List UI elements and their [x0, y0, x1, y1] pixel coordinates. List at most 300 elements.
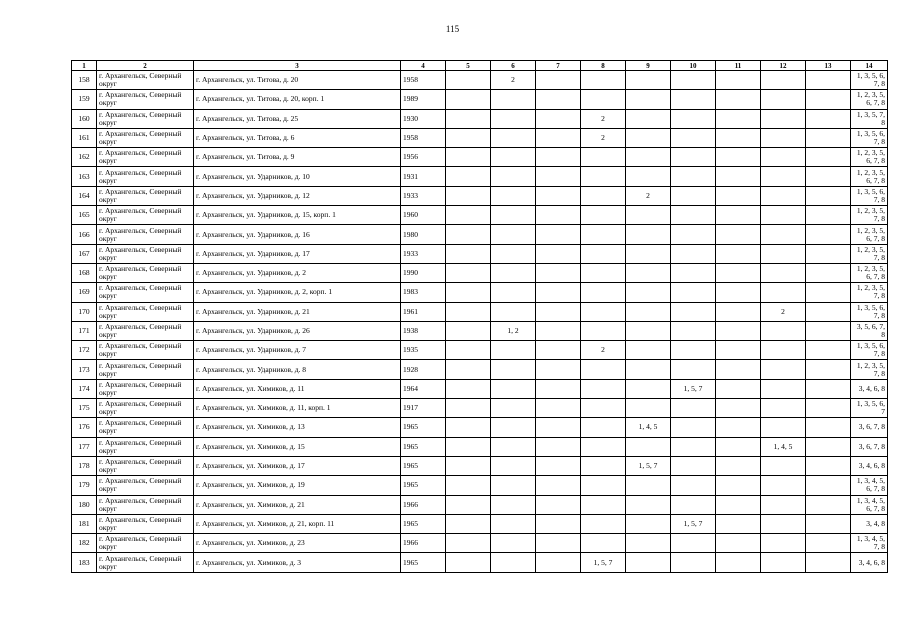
table-row — [72, 456, 888, 475]
cell-col-12 — [761, 71, 806, 90]
header-row — [72, 61, 888, 71]
cell-col-5 — [446, 148, 491, 167]
cell-col-12 — [761, 283, 806, 302]
cell-col-7 — [536, 514, 581, 533]
cell-address: г. Архангельск, ул. Титова, д. 9 — [194, 148, 401, 167]
cell-district: г. Архангельск, Северный округ — [97, 302, 194, 321]
cell-col-11 — [716, 244, 761, 263]
cell-district: г. Архангельск, Северный округ — [97, 148, 194, 167]
cell-row-number: 175 — [72, 399, 97, 418]
cell-address: г. Архангельск, ул. Химиков, д. 15 — [194, 437, 401, 456]
cell-row-number: 166 — [72, 225, 97, 244]
cell-col-11 — [716, 186, 761, 205]
cell-col-14: 1, 3, 4, 5, 6, 7, 8 — [851, 495, 888, 514]
cell-col-6 — [491, 437, 536, 456]
cell-address: г. Архангельск, ул. Химиков, д. 3 — [194, 553, 401, 572]
cell-year: 1933 — [401, 244, 446, 263]
cell-district: г. Архангельск, Северный округ — [97, 128, 194, 147]
cell-row-number: 162 — [72, 148, 97, 167]
cell-row-number: 160 — [72, 109, 97, 128]
cell-col-8 — [581, 225, 626, 244]
cell-address: г. Архангельск, ул. Ударников, д. 26 — [194, 321, 401, 340]
cell-col-14: 1, 3, 5, 6, 7 — [851, 399, 888, 418]
cell-col-10 — [671, 90, 716, 109]
cell-col-13 — [806, 360, 851, 379]
column-header-8: 8 — [581, 61, 626, 71]
cell-col-9 — [626, 360, 671, 379]
cell-col-8 — [581, 514, 626, 533]
cell-col-11 — [716, 534, 761, 553]
cell-col-6 — [491, 225, 536, 244]
cell-col-9 — [626, 244, 671, 263]
cell-col-8 — [581, 148, 626, 167]
cell-district: г. Архангельск, Северный округ — [97, 167, 194, 186]
cell-year: 1990 — [401, 263, 446, 282]
cell-col-6: 1, 2 — [491, 321, 536, 340]
cell-col-10 — [671, 167, 716, 186]
cell-col-13 — [806, 495, 851, 514]
cell-col-11 — [716, 456, 761, 475]
cell-district: г. Архангельск, Северный округ — [97, 495, 194, 514]
cell-year: 1980 — [401, 225, 446, 244]
cell-district: г. Архангельск, Северный округ — [97, 360, 194, 379]
cell-col-13 — [806, 379, 851, 398]
table-row — [72, 379, 888, 398]
cell-col-6 — [491, 456, 536, 475]
cell-col-7 — [536, 263, 581, 282]
cell-row-number: 158 — [72, 71, 97, 90]
cell-col-7 — [536, 379, 581, 398]
cell-address: г. Архангельск, ул. Титова, д. 20 — [194, 71, 401, 90]
column-header-14: 14 — [851, 61, 888, 71]
cell-col-7 — [536, 553, 581, 572]
cell-col-6 — [491, 283, 536, 302]
cell-col-14: 1, 3, 4, 5, 6, 7, 8 — [851, 476, 888, 495]
cell-col-13 — [806, 418, 851, 437]
cell-col-12 — [761, 244, 806, 263]
cell-address: г. Архангельск, ул. Ударников, д. 8 — [194, 360, 401, 379]
cell-year: 1989 — [401, 90, 446, 109]
column-header-9: 9 — [626, 61, 671, 71]
cell-col-13 — [806, 437, 851, 456]
cell-col-11 — [716, 341, 761, 360]
cell-col-9 — [626, 90, 671, 109]
cell-address: г. Архангельск, ул. Ударников, д. 10 — [194, 167, 401, 186]
cell-year: 1956 — [401, 148, 446, 167]
cell-col-5 — [446, 186, 491, 205]
cell-col-11 — [716, 476, 761, 495]
cell-col-11 — [716, 437, 761, 456]
cell-district: г. Архангельск, Северный округ — [97, 244, 194, 263]
cell-col-5 — [446, 341, 491, 360]
cell-col-13 — [806, 341, 851, 360]
cell-col-9 — [626, 148, 671, 167]
cell-col-9: 2 — [626, 186, 671, 205]
table-row — [72, 437, 888, 456]
cell-col-14: 1, 2, 3, 5, 6, 7, 8 — [851, 148, 888, 167]
column-header-4: 4 — [401, 61, 446, 71]
cell-col-12 — [761, 476, 806, 495]
cell-col-10 — [671, 495, 716, 514]
cell-col-13 — [806, 456, 851, 475]
cell-district: г. Архангельск, Северный округ — [97, 109, 194, 128]
cell-col-13 — [806, 167, 851, 186]
cell-year: 1965 — [401, 437, 446, 456]
cell-address: г. Архангельск, ул. Ударников, д. 2 — [194, 263, 401, 282]
cell-col-11 — [716, 148, 761, 167]
cell-row-number: 164 — [72, 186, 97, 205]
cell-col-7 — [536, 90, 581, 109]
cell-col-12 — [761, 534, 806, 553]
cell-col-13 — [806, 90, 851, 109]
cell-col-11 — [716, 495, 761, 514]
table-row — [72, 167, 888, 186]
cell-year: 1933 — [401, 186, 446, 205]
cell-row-number: 168 — [72, 263, 97, 282]
cell-year: 1931 — [401, 167, 446, 186]
cell-col-5 — [446, 553, 491, 572]
cell-address: г. Архангельск, ул. Ударников, д. 21 — [194, 302, 401, 321]
table-row — [72, 553, 888, 572]
cell-col-13 — [806, 128, 851, 147]
cell-col-11 — [716, 302, 761, 321]
cell-col-6 — [491, 263, 536, 282]
cell-col-5 — [446, 514, 491, 533]
cell-col-14: 1, 2, 3, 5, 6, 7, 8 — [851, 263, 888, 282]
cell-row-number: 173 — [72, 360, 97, 379]
table-row — [72, 186, 888, 205]
column-header-5: 5 — [446, 61, 491, 71]
cell-col-5 — [446, 418, 491, 437]
cell-row-number: 159 — [72, 90, 97, 109]
cell-col-7 — [536, 476, 581, 495]
cell-col-10 — [671, 553, 716, 572]
cell-col-11 — [716, 399, 761, 418]
cell-col-10: 1, 5, 7 — [671, 514, 716, 533]
cell-col-11 — [716, 128, 761, 147]
cell-col-12 — [761, 553, 806, 572]
cell-row-number: 165 — [72, 206, 97, 225]
cell-col-14: 1, 2, 3, 5, 6, 7, 8 — [851, 225, 888, 244]
cell-col-14: 3, 4, 8 — [851, 514, 888, 533]
building-registry-table — [71, 60, 888, 573]
cell-col-8 — [581, 399, 626, 418]
cell-col-14: 3, 4, 6, 8 — [851, 379, 888, 398]
cell-col-13 — [806, 225, 851, 244]
cell-col-5 — [446, 321, 491, 340]
cell-col-13 — [806, 206, 851, 225]
cell-col-6 — [491, 186, 536, 205]
cell-address: г. Архангельск, ул. Химиков, д. 11 — [194, 379, 401, 398]
cell-district: г. Архангельск, Северный округ — [97, 283, 194, 302]
cell-col-5 — [446, 128, 491, 147]
cell-col-9 — [626, 283, 671, 302]
cell-col-11 — [716, 283, 761, 302]
cell-col-7 — [536, 71, 581, 90]
cell-year: 1917 — [401, 399, 446, 418]
cell-col-12 — [761, 456, 806, 475]
cell-col-5 — [446, 360, 491, 379]
cell-col-9 — [626, 225, 671, 244]
cell-year: 1965 — [401, 456, 446, 475]
cell-address: г. Архангельск, ул. Химиков, д. 21, корп. 11 — [194, 514, 401, 533]
cell-row-number: 182 — [72, 534, 97, 553]
table-row — [72, 244, 888, 263]
page-number: 115 — [445, 24, 460, 34]
cell-row-number: 180 — [72, 495, 97, 514]
cell-district: г. Архангельск, Северный округ — [97, 456, 194, 475]
column-header-10: 10 — [671, 61, 716, 71]
cell-col-8 — [581, 186, 626, 205]
cell-col-7 — [536, 109, 581, 128]
cell-col-9 — [626, 534, 671, 553]
cell-col-8: 2 — [581, 109, 626, 128]
cell-col-13 — [806, 71, 851, 90]
table-row — [72, 71, 888, 90]
cell-col-9 — [626, 302, 671, 321]
cell-col-9: 1, 4, 5 — [626, 418, 671, 437]
cell-address: г. Архангельск, ул. Ударников, д. 16 — [194, 225, 401, 244]
cell-col-14: 3, 4, 6, 8 — [851, 456, 888, 475]
cell-col-6 — [491, 148, 536, 167]
cell-district: г. Архангельск, Северный округ — [97, 437, 194, 456]
table-row — [72, 514, 888, 533]
cell-col-5 — [446, 167, 491, 186]
cell-row-number: 176 — [72, 418, 97, 437]
cell-col-10 — [671, 128, 716, 147]
cell-district: г. Архангельск, Северный округ — [97, 186, 194, 205]
cell-col-6 — [491, 379, 536, 398]
cell-row-number: 174 — [72, 379, 97, 398]
column-header-6: 6 — [491, 61, 536, 71]
cell-col-12 — [761, 148, 806, 167]
cell-col-11 — [716, 109, 761, 128]
cell-row-number: 178 — [72, 456, 97, 475]
cell-col-10 — [671, 71, 716, 90]
cell-col-6 — [491, 167, 536, 186]
cell-col-7 — [536, 225, 581, 244]
cell-col-8: 1, 5, 7 — [581, 553, 626, 572]
table-row — [72, 109, 888, 128]
cell-col-11 — [716, 379, 761, 398]
cell-col-10 — [671, 437, 716, 456]
cell-col-12: 2 — [761, 302, 806, 321]
cell-col-10 — [671, 186, 716, 205]
cell-address: г. Архангельск, ул. Титова, д. 20, корп. 1 — [194, 90, 401, 109]
cell-col-8 — [581, 437, 626, 456]
cell-col-14: 1, 2, 3, 5, 7, 8 — [851, 206, 888, 225]
cell-col-7 — [536, 534, 581, 553]
cell-row-number: 170 — [72, 302, 97, 321]
cell-col-14: 1, 3, 5, 6, 7, 8 — [851, 128, 888, 147]
cell-col-14: 1, 3, 5, 6, 7, 8 — [851, 341, 888, 360]
cell-col-6 — [491, 476, 536, 495]
cell-district: г. Архангельск, Северный округ — [97, 263, 194, 282]
table-row — [72, 263, 888, 282]
cell-col-5 — [446, 437, 491, 456]
cell-year: 1958 — [401, 71, 446, 90]
table-row — [72, 283, 888, 302]
table-row — [72, 341, 888, 360]
cell-col-10 — [671, 456, 716, 475]
cell-col-8: 2 — [581, 128, 626, 147]
cell-col-12 — [761, 341, 806, 360]
cell-col-14: 3, 6, 7, 8 — [851, 418, 888, 437]
cell-col-10 — [671, 341, 716, 360]
cell-col-5 — [446, 206, 491, 225]
cell-col-8 — [581, 456, 626, 475]
cell-row-number: 171 — [72, 321, 97, 340]
table-row — [72, 534, 888, 553]
column-header-2: 2 — [97, 61, 194, 71]
cell-district: г. Архангельск, Северный округ — [97, 341, 194, 360]
cell-col-11 — [716, 225, 761, 244]
cell-col-8 — [581, 263, 626, 282]
cell-col-6 — [491, 109, 536, 128]
cell-col-12 — [761, 399, 806, 418]
cell-col-14: 1, 3, 5, 7, 8 — [851, 109, 888, 128]
cell-col-9: 1, 5, 7 — [626, 456, 671, 475]
cell-row-number: 167 — [72, 244, 97, 263]
table-row — [72, 148, 888, 167]
cell-col-5 — [446, 476, 491, 495]
cell-col-10 — [671, 225, 716, 244]
cell-district: г. Архангельск, Северный округ — [97, 399, 194, 418]
cell-col-10 — [671, 534, 716, 553]
cell-col-8 — [581, 321, 626, 340]
cell-col-6 — [491, 244, 536, 263]
cell-col-5 — [446, 495, 491, 514]
cell-col-8 — [581, 167, 626, 186]
cell-col-7 — [536, 360, 581, 379]
cell-col-6 — [491, 514, 536, 533]
cell-col-9 — [626, 379, 671, 398]
cell-address: г. Архангельск, ул. Ударников, д. 7 — [194, 341, 401, 360]
cell-col-6 — [491, 90, 536, 109]
cell-col-7 — [536, 302, 581, 321]
table-row — [72, 418, 888, 437]
cell-col-13 — [806, 263, 851, 282]
cell-col-12 — [761, 360, 806, 379]
cell-col-7 — [536, 283, 581, 302]
cell-address: г. Архангельск, ул. Химиков, д. 13 — [194, 418, 401, 437]
cell-row-number: 161 — [72, 128, 97, 147]
cell-year: 1966 — [401, 495, 446, 514]
cell-year: 1983 — [401, 283, 446, 302]
cell-col-10 — [671, 302, 716, 321]
cell-col-7 — [536, 437, 581, 456]
cell-col-7 — [536, 206, 581, 225]
cell-col-10 — [671, 148, 716, 167]
cell-row-number: 172 — [72, 341, 97, 360]
cell-col-7 — [536, 495, 581, 514]
cell-address: г. Архангельск, ул. Титова, д. 25 — [194, 109, 401, 128]
cell-col-12 — [761, 379, 806, 398]
cell-col-12 — [761, 495, 806, 514]
cell-col-5 — [446, 90, 491, 109]
cell-col-12 — [761, 418, 806, 437]
cell-col-13 — [806, 321, 851, 340]
cell-col-9 — [626, 71, 671, 90]
column-header-3: 3 — [194, 61, 401, 71]
cell-col-5 — [446, 244, 491, 263]
cell-col-11 — [716, 167, 761, 186]
cell-col-7 — [536, 148, 581, 167]
cell-col-7 — [536, 341, 581, 360]
cell-col-8 — [581, 283, 626, 302]
cell-address: г. Архангельск, ул. Химиков, д. 23 — [194, 534, 401, 553]
cell-col-10 — [671, 476, 716, 495]
cell-year: 1935 — [401, 341, 446, 360]
column-header-11: 11 — [716, 61, 761, 71]
cell-row-number: 177 — [72, 437, 97, 456]
cell-col-8 — [581, 90, 626, 109]
cell-col-7 — [536, 418, 581, 437]
cell-col-11 — [716, 553, 761, 572]
cell-col-6: 2 — [491, 71, 536, 90]
cell-col-13 — [806, 302, 851, 321]
cell-col-12 — [761, 514, 806, 533]
cell-col-6 — [491, 553, 536, 572]
cell-year: 1938 — [401, 321, 446, 340]
cell-col-14: 3, 4, 6, 8 — [851, 553, 888, 572]
cell-col-6 — [491, 302, 536, 321]
cell-col-12 — [761, 90, 806, 109]
cell-col-7 — [536, 186, 581, 205]
table-row — [72, 476, 888, 495]
cell-col-12 — [761, 225, 806, 244]
cell-col-6 — [491, 206, 536, 225]
cell-col-13 — [806, 148, 851, 167]
cell-col-10 — [671, 399, 716, 418]
column-header-1: 1 — [72, 61, 97, 71]
cell-col-14: 1, 3, 5, 6, 7, 8 — [851, 186, 888, 205]
table-row — [72, 360, 888, 379]
cell-col-14: 1, 3, 5, 6, 7, 8 — [851, 71, 888, 90]
cell-col-9 — [626, 399, 671, 418]
cell-year: 1928 — [401, 360, 446, 379]
cell-col-10 — [671, 283, 716, 302]
cell-col-10 — [671, 244, 716, 263]
cell-col-7 — [536, 167, 581, 186]
cell-col-10 — [671, 206, 716, 225]
cell-col-14: 1, 2, 3, 5, 7, 8 — [851, 360, 888, 379]
cell-col-10 — [671, 360, 716, 379]
cell-year: 1964 — [401, 379, 446, 398]
cell-col-13 — [806, 186, 851, 205]
cell-year: 1960 — [401, 206, 446, 225]
cell-year: 1966 — [401, 534, 446, 553]
cell-col-5 — [446, 283, 491, 302]
table-row — [72, 399, 888, 418]
cell-col-5 — [446, 71, 491, 90]
cell-col-10 — [671, 263, 716, 282]
cell-col-10 — [671, 321, 716, 340]
cell-year: 1965 — [401, 476, 446, 495]
cell-col-5 — [446, 225, 491, 244]
cell-col-11 — [716, 71, 761, 90]
table-row — [72, 225, 888, 244]
cell-address: г. Архангельск, ул. Химиков, д. 19 — [194, 476, 401, 495]
cell-year: 1965 — [401, 553, 446, 572]
cell-col-14: 1, 3, 4, 5, 7, 8 — [851, 534, 888, 553]
cell-col-12 — [761, 109, 806, 128]
cell-col-11 — [716, 418, 761, 437]
cell-col-7 — [536, 321, 581, 340]
cell-col-9 — [626, 321, 671, 340]
cell-row-number: 163 — [72, 167, 97, 186]
cell-col-11 — [716, 90, 761, 109]
